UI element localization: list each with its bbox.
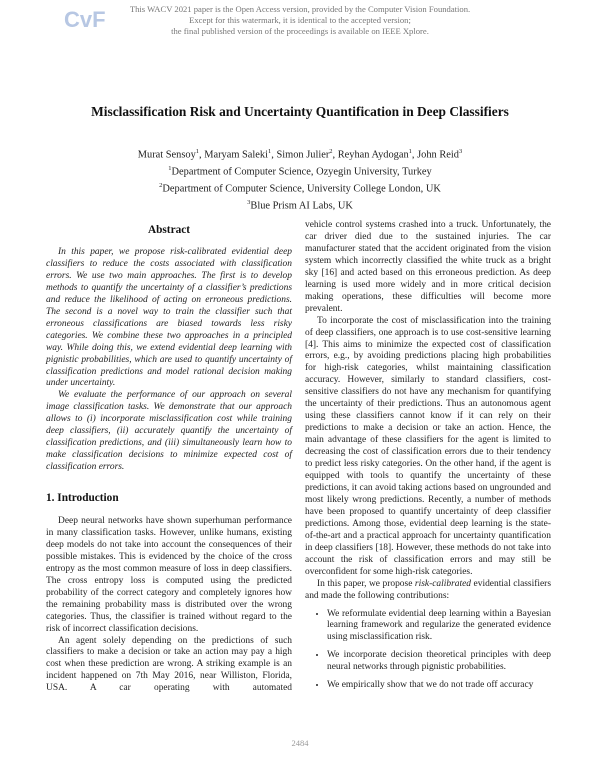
affiliation-text: Department of Computer Science, University College London, UK (162, 183, 441, 195)
text-span: In this paper, we propose (317, 578, 415, 589)
affiliation-mark: 1 (408, 148, 412, 155)
affiliation-mark: 2 (159, 182, 163, 190)
emphasis: risk-calibrated (414, 578, 472, 589)
watermark-notice (0, 4, 600, 37)
page-number: 2484 (291, 738, 309, 748)
affiliation-mark: 1 (168, 165, 172, 173)
introduction-heading: 1. Introduction (46, 492, 119, 504)
author-name: John Reid (417, 149, 459, 161)
affiliation (0, 196, 600, 213)
watermark-line: the final published version of the proceedings is available on IEEE Xplore. (171, 26, 429, 36)
author-block (0, 145, 600, 213)
affiliation-text: Department of Computer Science, Ozyegin University, Turkey (171, 166, 432, 178)
author-name: Reyhan Aydogan (337, 149, 409, 161)
contribution-item: • We reformulate evidential deep learning within a Bayesian learning framework and regularize the generated evidence using misclassification risk. (327, 609, 551, 645)
body-paragraph: To incorporate the cost of misclassification into the training of deep classifiers, one approach is to use cost-sensitive learning [4]. This aims to minimize the expected cost of classification errors, e.g., by avoiding predictions placing high probabilities for high-risk categories, whilst maintaining classification accuracy. However, similarly to standard classifiers, cost-sensitive classifiers do not have any mechanism for quantifying the uncertainty of their predictions. Thus an autonomous agent using these classifiers cannot know if it can rely on their predictions to make a decision or take an action. Hence, the main advantage of these classifiers for the agent is limited to decreasing the cost of classification errors due to their tendency to predict less risky categories. On the other hand, if the agent is equipped with tools to quantify the uncertainty of these predictions, it can avoid taking actions based on ungrounded and most likely wrong predictions. Recently, a number of methods have been proposed to quantify uncertainty of deep classifier predictions. Among those, evidential deep learning is the state-of-the-art and a practical approach for uncertainty quantification in deep classifiers [18]. However, these methods do not take into account the risk of classification errors and may still be overconfident for some high-risk categories. (305, 315, 551, 577)
contribution-item: • We empirically show that we do not trade off accuracy (327, 680, 551, 692)
affiliation-mark: 3 (247, 199, 251, 207)
introduction-right-column (305, 220, 551, 698)
affiliation (0, 179, 600, 196)
affiliation-mark: 3 (458, 148, 463, 155)
body-paragraph: Deep neural networks have shown superhuman performance in many classification tasks. However, unlike humans, existing deep models do not take into account the consequences of their possible mistakes. This is evidenced by the choice of the cross entropy as the most common measure of loss in deep classifiers. The cross entropy loss is computed using the predicted probability of the correct category and completely ignores how the remaining probability mass is distributed over the wrong categories. Thus, the classifier is trained without regard to the risk of incorrect classification decisions. (46, 516, 292, 634)
contributions-intro (305, 579, 551, 603)
introduction-left-column (46, 516, 292, 695)
author-name: Simon Julier (276, 149, 330, 161)
watermark-line: Except for this watermark, it is identical to the accepted version; (189, 15, 411, 25)
svg-text:CvF: CvF (64, 7, 106, 32)
affiliation-mark: 1 (195, 148, 200, 155)
affiliation-mark: 1 (268, 148, 272, 155)
abstract-paragraph: In this paper, we propose risk-calibrated evidential deep classifiers to reduce the costs associated with classification errors. We use two main approaches. The first is to develop methods to quantify the uncertainty of a classifier’s predictions and reduce the likelihood of acting on erroneous predictions. The second is a novel way to train the classifier such that erroneous classifications are biased towards less risky categories. We combine these two approaches in a principled way. While doing this, we extend evidential deep learning with pignistic probabilities, which are used to quantify uncertainty of classification predictions and model rational decision making under uncertainty. (46, 247, 292, 389)
abstract-body (46, 247, 292, 474)
abstract-paragraph: We evaluate the performance of our approach on several image classification tasks. We demonstrate that our approach allows to (i) incorporate misclassification cost while training deep classifiers, (ii) accurately quantify the uncertainty of classification predictions, and (iii) simultaneously learn how to make classification decisions to minimize expected cost of classification errors. (46, 390, 292, 473)
body-paragraph: An agent solely depending on the predictions of such classifiers to make a decision or take an action may pay a high cost when these prediction are wrong. A striking example is an incident happened on 7th May 2016, near Williston, Florida, USA. A car operating with automated (46, 635, 292, 694)
body-paragraph: vehicle control systems crashed into a truck. Unfortunately, the car driver died due to the sustained injuries. The car manufacturer stated that the accident originated from the vision system which incorrectly classified the white truck as a bright sky [16] and acted based on this erroneous prediction. As deep learning is used more widely and in more critical decision making operations, these difficulties will become more prevalent. (305, 220, 551, 314)
contribution-item: • We incorporate decision theoretical principles with deep neural networks through pignistic probabilities. (327, 650, 551, 674)
author-name: Maryam Saleki (204, 149, 269, 161)
paper-title: Misclassification Risk and Uncertainty Quantification in Deep Classifiers (91, 104, 509, 119)
author-name: Murat Sensoy (137, 149, 196, 161)
contributions-list (305, 609, 551, 693)
text-span: evidential classifiers and made the following contributions: (305, 578, 551, 601)
affiliation-mark: 2 (329, 148, 333, 155)
affiliation (0, 162, 600, 179)
affiliation-text: Blue Prism AI Labs, UK (250, 200, 353, 212)
author-list: Murat Sensoy$^1$, Maryam Saleki$^1$, Simon Julier$^2$, Reyhan Aydogan$^1$, John Reid$^3$ (137, 148, 463, 161)
watermark-line: This WACV 2021 paper is the Open Access version, provided by the Computer Vision Foundation. (129, 4, 471, 14)
abstract-heading: Abstract (147, 224, 191, 236)
